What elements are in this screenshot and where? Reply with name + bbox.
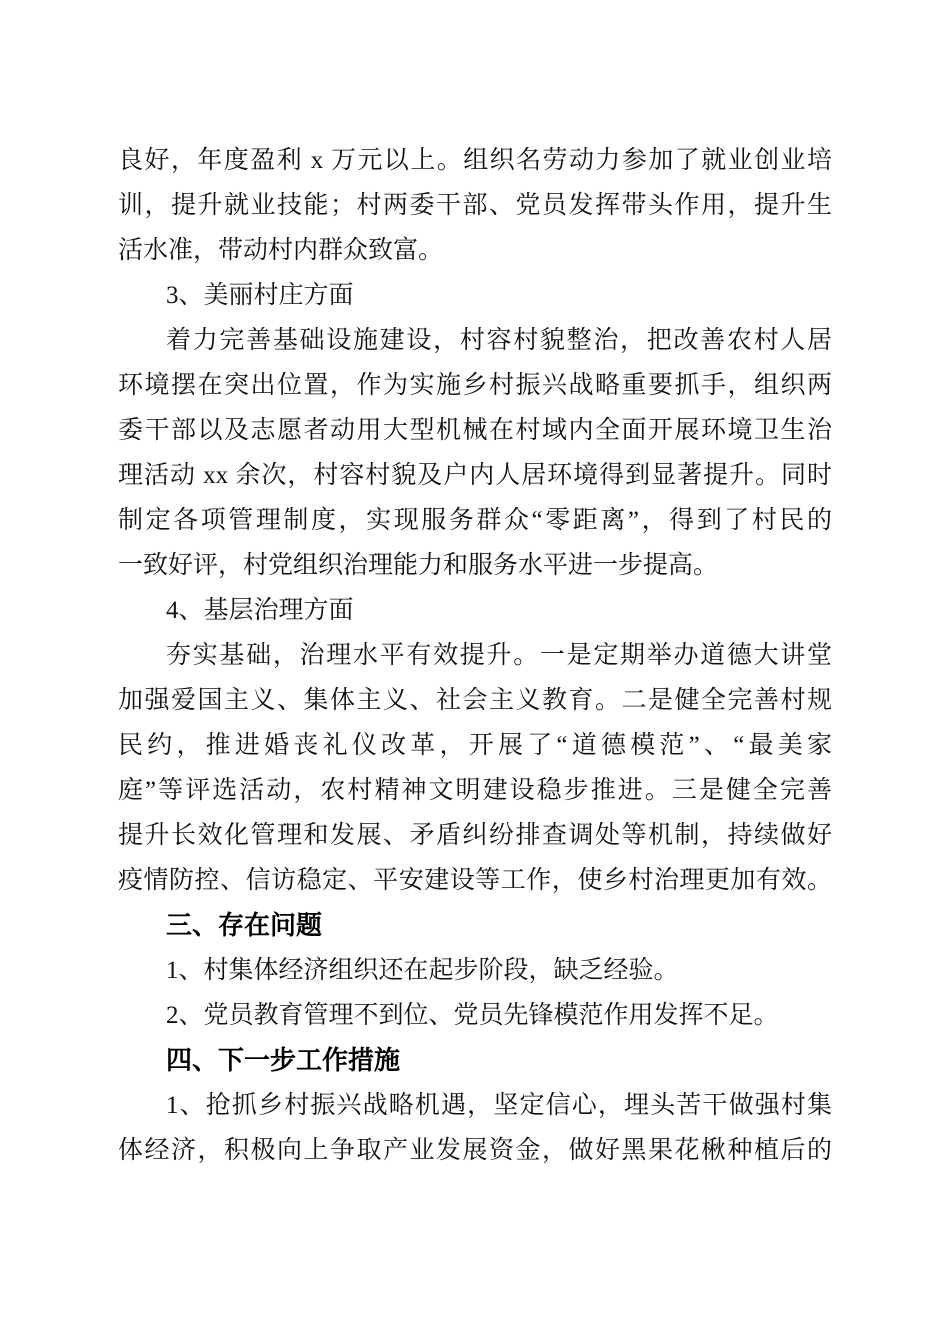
text-line: 1、抢抓乡村振兴战略机遇，坚定信心，埋头苦干做强村集: [166, 1092, 832, 1119]
subsection-heading: 3、美丽村庄方面: [166, 282, 354, 309]
text-line: 一致好评，村党组织治理能力和服务水平进一步提高。: [118, 552, 719, 579]
text-line: 2、党员教育管理不到位、党员先锋模范作用发挥不足。: [166, 1002, 779, 1029]
text-line: 环境摆在突出位置，作为实施乡村振兴战略重要抓手，组织两: [118, 372, 832, 399]
text-line: 着力完善基础设施建设，村容村貌整治，把改善农村人居: [166, 327, 832, 354]
text-line: 庭”等评选活动，农村精神文明建设稳步推进。三是健全完善: [118, 777, 832, 804]
text-line: 活水准，带动村内群众致富。: [118, 237, 444, 264]
text-line: 提升长效化管理和发展、矛盾纠纷排查调处等机制，持续做好: [118, 822, 832, 849]
text-line: 民约，推进婚丧礼仪改革，开展了“道德模范”、“最美家: [118, 732, 832, 759]
text-line: 训，提升就业技能；村两委干部、党员发挥带头作用，提升生: [118, 192, 832, 219]
text-line: 疫情防控、信访稳定、平安建设等工作，使乡村治理更加有效。: [118, 867, 832, 894]
document-body: [118, 138, 832, 1173]
text-line: 夯实基础，治理水平有效提升。一是定期举办道德大讲堂: [166, 642, 832, 669]
text-line: 委干部以及志愿者动用大型机械在村域内全面开展环境卫生治: [118, 417, 832, 444]
text-line: 理活动 xx 余次，村容村貌及户内人居环境得到显著提升。同时: [118, 462, 832, 489]
text-line: 体经济，积极向上争取产业发展资金，做好黑果花楸种植后的: [118, 1137, 832, 1164]
text-line: 1、村集体经济组织还在起步阶段，缺乏经验。: [166, 957, 679, 984]
section-heading: 三、存在问题: [166, 910, 323, 940]
text-line: 制定各项管理制度，实现服务群众“零距离”，得到了村民的: [118, 507, 832, 534]
text-line: 良好，年度盈利 x 万元以上。组织名劳动力参加了就业创业培: [118, 147, 832, 174]
text-line: 加强爱国主义、集体主义、社会主义教育。二是健全完善村规: [118, 687, 832, 714]
subsection-heading: 4、基层治理方面: [166, 597, 354, 624]
section-heading: 四、下一步工作措施: [166, 1045, 401, 1075]
